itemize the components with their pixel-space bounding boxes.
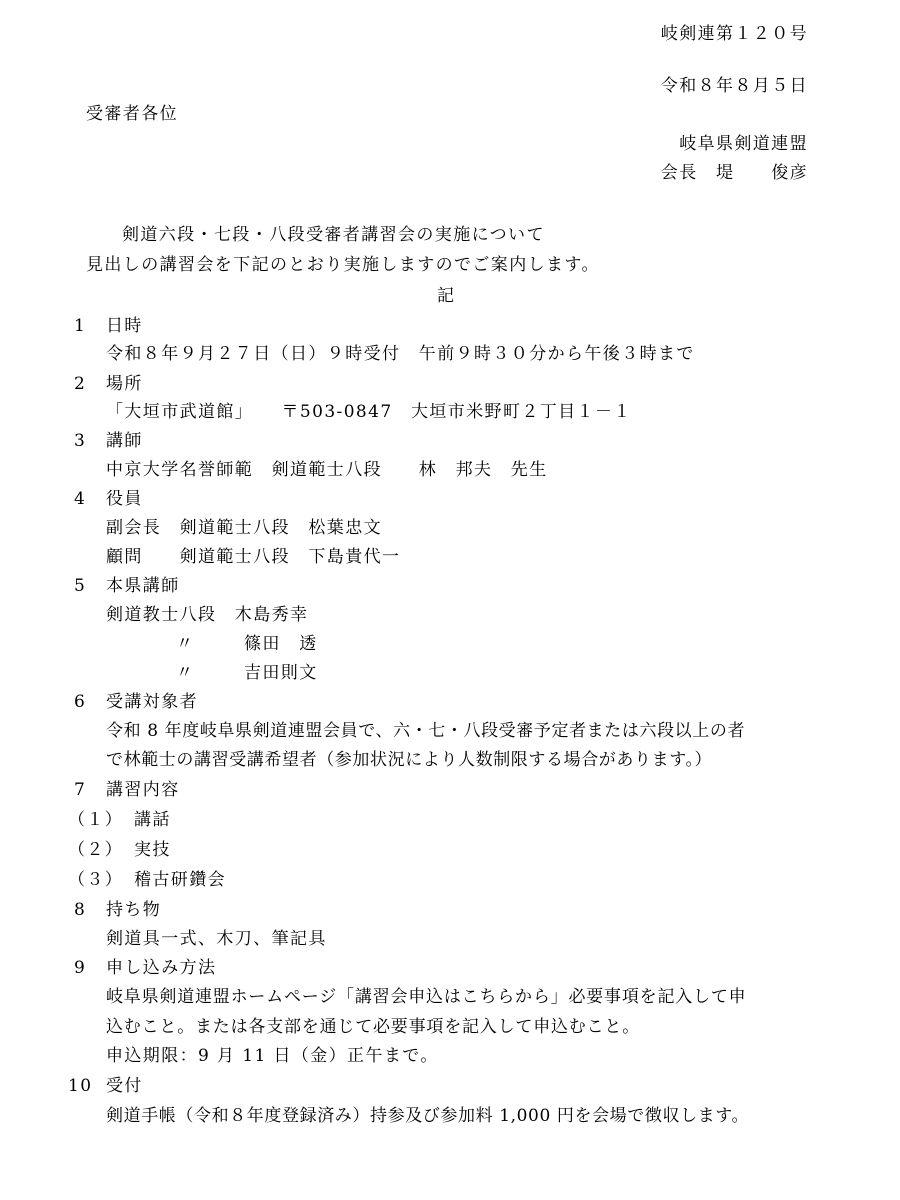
item-line: 令和８年９月２７日（日）９時受付 午前９時３０分から午後３時まで (106, 344, 695, 364)
item-heading: 本県講師 (106, 576, 180, 596)
item-heading: 役員 (106, 489, 143, 509)
item-number: 2 (74, 374, 87, 394)
item-heading: 場所 (106, 374, 143, 394)
item-line: 副会長 剣道範士八段 松葉忠文 (106, 518, 382, 538)
item-number: 10 (68, 1076, 93, 1096)
item-line: 込むこと。または各支部を通じて必要事項を記入して申込むこと。 (106, 1017, 640, 1037)
subitem-number: （２） (68, 840, 124, 860)
ditto-mark: 〃 (176, 663, 195, 683)
document-date: 令和８年８月５日 (660, 76, 808, 96)
item-number: 7 (74, 780, 87, 800)
item-number: 3 (74, 431, 87, 451)
sender-organization: 岐阜県剣道連盟 (679, 134, 808, 154)
subitem-text: 実技 (134, 840, 171, 860)
item-heading: 受講対象者 (106, 692, 198, 712)
item-line: 「大垣市武道館」 〒503-0847 大垣市米野町２丁目１－１ (106, 402, 632, 422)
item-heading: 講師 (106, 431, 143, 451)
item-line: 令和 8 年度岐阜県剣道連盟会員で、六・七・八段受審予定者または六段以上の者 (106, 721, 746, 741)
intro-text: 見出しの講習会を下記のとおり実施しますのでご案内します。 (86, 255, 600, 275)
item-number: 1 (74, 316, 87, 336)
item-heading: 日時 (106, 316, 143, 336)
document-title: 剣道六段・七段・八段受審者講習会の実施について (122, 225, 545, 245)
item-line: 剣道手帳（令和８年度登録済み）持参及び参加料 1,000 円を会場で徴収します。 (106, 1106, 750, 1126)
item-number: 9 (74, 958, 87, 978)
item-line: で林範士の講習受講希望者（参加状況により人数制限する場合があります。） (106, 750, 713, 770)
ki-marker: 記 (437, 286, 456, 306)
item-number: 5 (74, 576, 87, 596)
item-line: 剣道教士八段 木島秀幸 (106, 605, 309, 625)
item-number: 4 (74, 489, 87, 509)
document-number: 岐剣連第１２０号 (660, 24, 808, 44)
item-number: 8 (74, 900, 87, 920)
item-line: 篠田 透 (244, 634, 318, 654)
item-heading: 受付 (106, 1076, 143, 1096)
ditto-mark: 〃 (176, 634, 195, 654)
subitem-number: （１） (68, 810, 124, 830)
item-line: 剣道具一式、木刀、筆記具 (106, 929, 327, 949)
item-heading: 申し込み方法 (106, 958, 217, 978)
addressee: 受審者各位 (86, 104, 178, 124)
item-number: 6 (74, 692, 87, 712)
item-heading: 持ち物 (106, 900, 162, 920)
subitem-text: 講話 (134, 810, 171, 830)
item-line: 岐阜県剣道連盟ホームページ「講習会申込はこちらから」必要事項を記入して申 (106, 987, 747, 1007)
subitem-text: 稽古研鑽会 (134, 870, 226, 890)
item-line: 顧問 剣道範士八段 下島貴代一 (106, 547, 401, 567)
sender-name: 会長 堤 俊彦 (660, 163, 808, 183)
item-line: 吉田則文 (244, 663, 318, 683)
item-heading: 講習内容 (106, 780, 180, 800)
subitem-number: （３） (68, 870, 124, 890)
item-line: 申込期限：9 月 11 日（金）正午まで。 (106, 1046, 439, 1066)
item-line: 中京大学名誉師範 剣道範士八段 林 邦夫 先生 (106, 460, 548, 480)
